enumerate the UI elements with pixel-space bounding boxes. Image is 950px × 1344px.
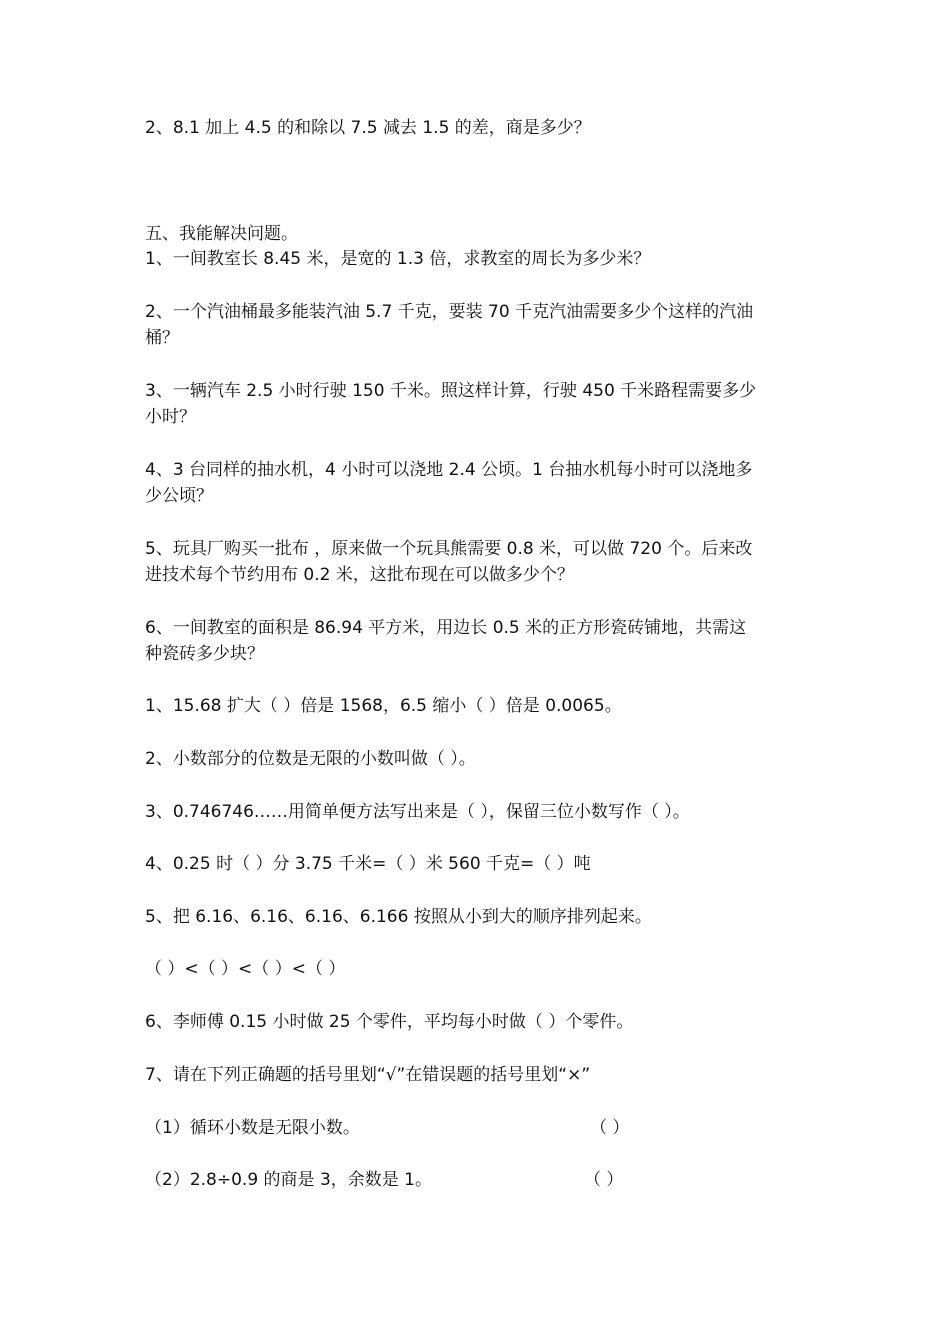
problem-3	[145, 378, 815, 430]
problem-2	[145, 299, 815, 351]
section-5-title: 五、我能解决问题。	[145, 224, 298, 244]
fill-question-1: 1、15.68 扩大（ ）倍是 1568，6.5 缩小（ ）倍是 0.0065。	[145, 696, 622, 716]
problem-2-line-1: 2、一个汽油桶最多能装汽油 5.7 千克，要装 70 千克汽油需要多少个这样的汽油	[145, 302, 754, 322]
problem-1: 1、一间教室长 8.45 米，是宽的 1.3 倍，求教室的周长为多少米？	[145, 249, 651, 269]
fill-question-2: 2、小数部分的位数是无限的小数叫做（ ）。	[145, 749, 476, 769]
calc-question-2: 2、8.1 加上 4.5 的和除以 7.5 减去 1.5 的差，商是多少？	[145, 118, 591, 138]
fill-question-3: 3、0.746746……用简单便方法写出来是（ ），保留三位小数写作（ ）。	[145, 802, 690, 822]
judgement-instructions: 7、请在下列正确题的括号里划“√”在错误题的括号里划“×”	[145, 1065, 591, 1085]
problem-3-line-1: 3、一辆汽车 2.5 小时行驶 150 千米。照这样计算，行驶 450 千米路程需要多少	[145, 381, 757, 401]
problem-6-line-1: 6、一间教室的面积是 86.94 平方米，用边长 0.5 米的正方形瓷砖铺地，共需这	[145, 618, 747, 638]
ordering-blanks: （ ）<（ ）<（ ）<（ ）	[145, 959, 346, 979]
problem-2-line-2: 桶？	[145, 328, 179, 348]
judgement-item-2-answer: （ ）	[584, 1170, 624, 1190]
problem-6	[145, 615, 815, 667]
problem-3-line-2: 小时？	[145, 407, 196, 427]
judgement-item-2: （2）2.8÷0.9 的商是 3，余数是 1。	[145, 1170, 432, 1190]
problem-5-line-2: 进技术每个节约用布 0.2 米，这批布现在可以做多少个？	[145, 565, 574, 585]
judgement-item-1: （1）循环小数是无限小数。	[145, 1118, 360, 1138]
problem-5-line-1: 5、玩具厂购买一批布 ，原来做一个玩具熊需要 0.8 米，可以做 720 个。后来改	[145, 539, 753, 559]
fill-question-6: 6、李师傅 0.15 小时做 25 个零件，平均每小时做（ ）个零件。	[145, 1012, 634, 1032]
problem-5	[145, 536, 815, 588]
problem-6-line-2: 种瓷砖多少块？	[145, 644, 264, 664]
problem-4	[145, 457, 815, 509]
judgement-item-1-answer: （ ）	[590, 1118, 630, 1138]
fill-question-5: 5、把 6.16、6.16、6.16、6.166 按照从小到大的顺序排列起来。	[145, 907, 652, 927]
fill-question-4: 4、0.25 时（ ）分 3.75 千米=（ ）米 560 千克=（ ）吨	[145, 854, 591, 874]
problem-4-line-2: 少公顷？	[145, 486, 213, 506]
problem-4-line-1: 4、3 台同样的抽水机，4 小时可以浇地 2.4 公顷。1 台抽水机每小时可以浇地多	[145, 460, 753, 480]
